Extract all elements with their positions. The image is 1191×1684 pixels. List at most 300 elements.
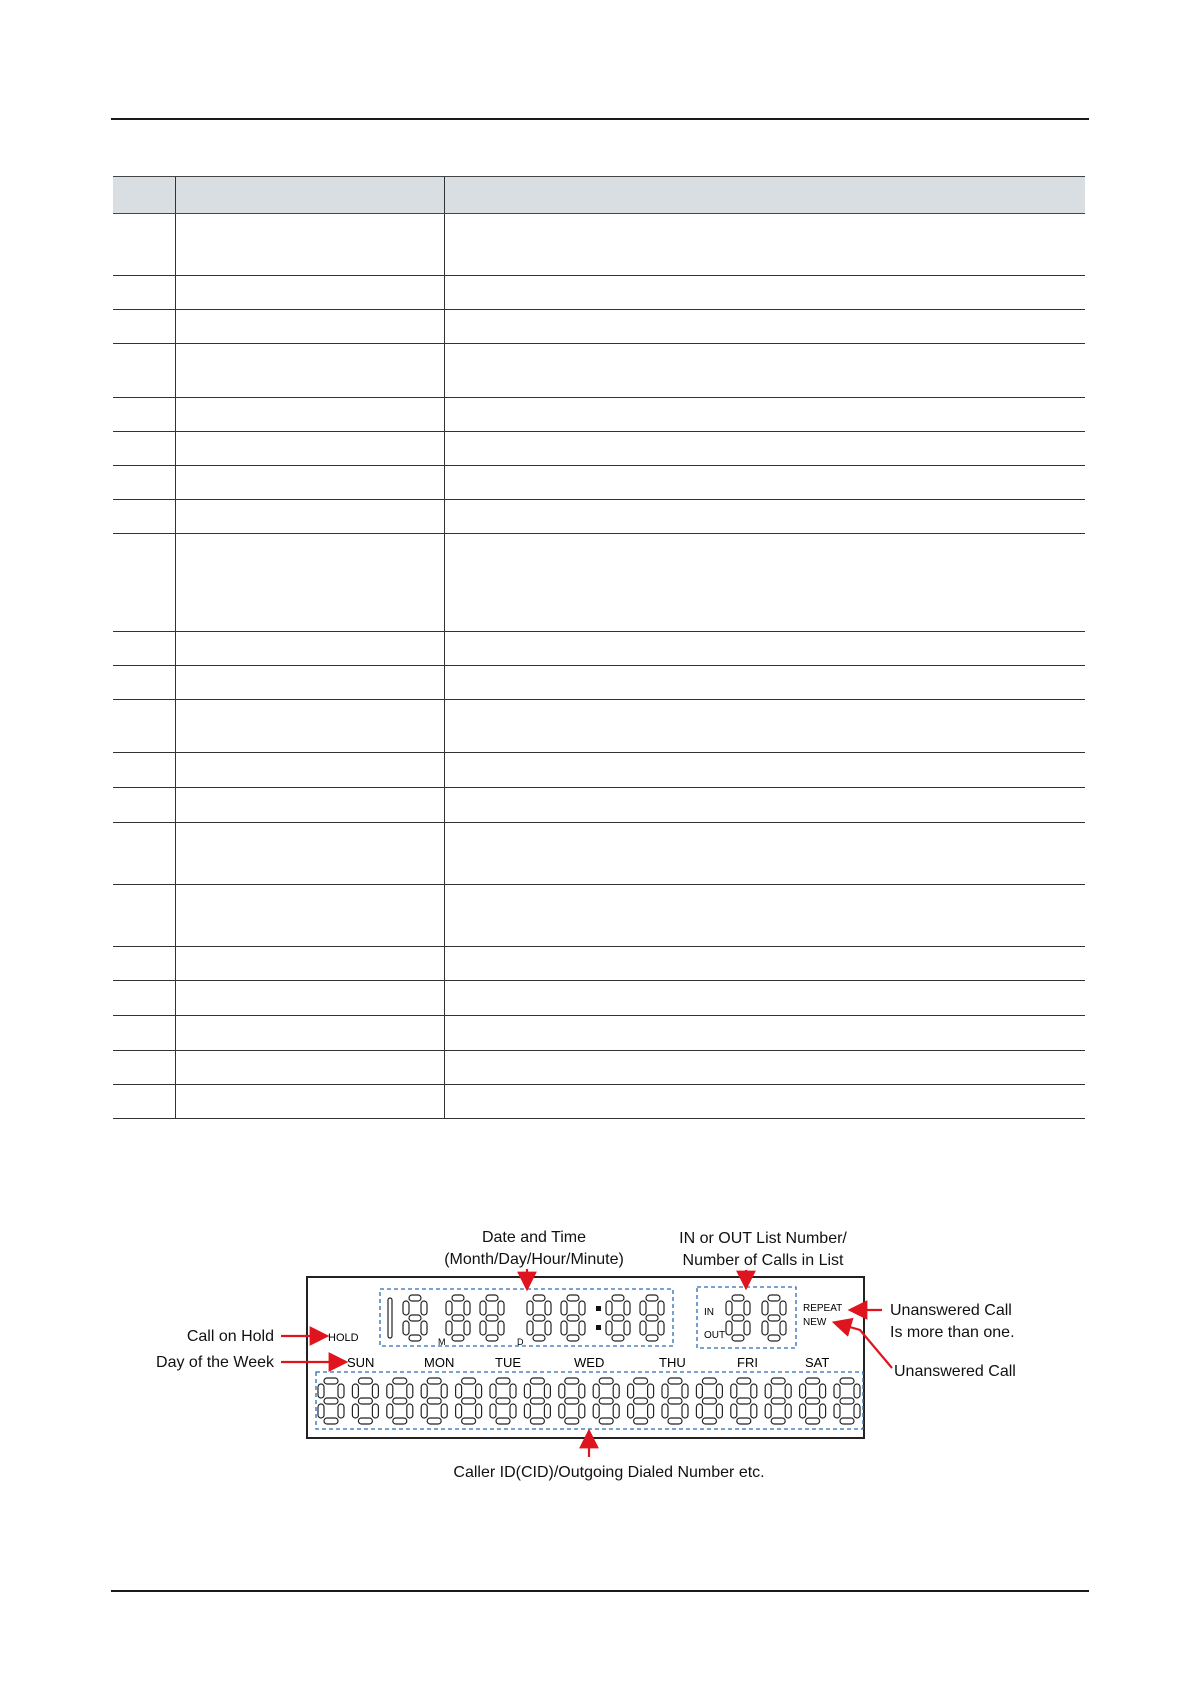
table-cell xyxy=(175,666,444,700)
table-cell xyxy=(444,632,1085,666)
table-row xyxy=(113,885,1085,947)
repeat-indicator: REPEAT xyxy=(803,1303,843,1314)
segment xyxy=(421,1321,427,1335)
table-cell xyxy=(113,276,175,310)
table-cell xyxy=(113,788,175,823)
table-cell xyxy=(175,981,444,1016)
seven-segment-digit xyxy=(387,1378,413,1424)
segment xyxy=(476,1384,482,1398)
segment xyxy=(393,1378,407,1384)
segment xyxy=(840,1398,854,1404)
segment xyxy=(648,1384,654,1398)
segment xyxy=(579,1301,585,1315)
table-cell xyxy=(113,885,175,947)
segment xyxy=(427,1398,441,1404)
segment xyxy=(737,1378,751,1384)
segment xyxy=(544,1384,550,1398)
leading-one-segment xyxy=(388,1298,392,1338)
table-row xyxy=(113,310,1085,344)
segment xyxy=(744,1301,750,1315)
segment xyxy=(544,1404,550,1418)
segment xyxy=(785,1384,791,1398)
table-cell xyxy=(113,632,175,666)
seven-segment-digit xyxy=(559,1378,585,1424)
segment xyxy=(716,1384,722,1398)
unanswered-repeat-callout-line1: Unanswered Call xyxy=(890,1302,1012,1319)
table-cell xyxy=(444,466,1085,500)
seven-segment-digit xyxy=(593,1378,619,1424)
segment xyxy=(409,1295,421,1301)
segment xyxy=(593,1404,599,1418)
caller-id-callout: Caller ID(CID)/Outgoing Dialed Number etc. xyxy=(453,1464,765,1481)
segment xyxy=(403,1321,409,1335)
table-cell xyxy=(175,344,444,398)
segment xyxy=(464,1321,470,1335)
segment xyxy=(559,1384,565,1398)
segment xyxy=(530,1418,544,1424)
table-cell xyxy=(175,500,444,534)
segment xyxy=(387,1404,393,1418)
table-cell xyxy=(175,823,444,885)
table-cell xyxy=(444,1016,1085,1051)
segment xyxy=(634,1378,648,1384)
segment xyxy=(524,1404,530,1418)
table-cell xyxy=(113,753,175,788)
segment xyxy=(612,1295,624,1301)
segment xyxy=(358,1398,372,1404)
table-cell xyxy=(113,310,175,344)
seven-segment-digit xyxy=(765,1378,791,1424)
table-row xyxy=(113,1051,1085,1085)
segment xyxy=(658,1301,664,1315)
table-cell xyxy=(175,466,444,500)
segment xyxy=(593,1384,599,1398)
segment xyxy=(682,1404,688,1418)
out-indicator: OUT xyxy=(704,1330,726,1341)
segment xyxy=(599,1378,613,1384)
segment xyxy=(480,1301,486,1315)
unanswered-new-callout: Unanswered Call xyxy=(894,1363,1016,1380)
segment xyxy=(567,1335,579,1341)
segment xyxy=(751,1404,757,1418)
date-time-callout-line2: (Month/Day/Hour/Minute) xyxy=(444,1251,624,1268)
table-cell xyxy=(113,700,175,753)
segment xyxy=(318,1384,324,1398)
table-cell xyxy=(444,823,1085,885)
segment xyxy=(496,1398,510,1404)
date-time-callout-line1: Date and Time xyxy=(481,1229,587,1246)
month-marker: M xyxy=(438,1337,446,1347)
day-label: FRI xyxy=(737,1355,758,1370)
segment xyxy=(533,1335,545,1341)
segment xyxy=(527,1321,533,1335)
segment xyxy=(559,1404,565,1418)
table-cell xyxy=(444,432,1085,466)
table-row xyxy=(113,1016,1085,1051)
table-row xyxy=(113,214,1085,276)
table-cell xyxy=(175,1016,444,1051)
new-indicator: NEW xyxy=(803,1317,827,1328)
segment xyxy=(452,1295,464,1301)
segment xyxy=(565,1398,579,1404)
list-number-callout-line2: Number of Calls in List xyxy=(682,1252,844,1269)
table-row xyxy=(113,398,1085,432)
segment xyxy=(840,1378,854,1384)
segment xyxy=(510,1384,516,1398)
segment xyxy=(768,1335,780,1341)
segment xyxy=(702,1418,716,1424)
segment xyxy=(567,1315,579,1321)
segment xyxy=(561,1301,567,1315)
segment xyxy=(510,1404,516,1418)
segment xyxy=(372,1384,378,1398)
segment xyxy=(545,1301,551,1315)
segment xyxy=(464,1301,470,1315)
table-cell xyxy=(444,500,1085,534)
segment xyxy=(565,1418,579,1424)
segment xyxy=(421,1384,427,1398)
segment xyxy=(393,1418,407,1424)
header-cell xyxy=(175,177,444,214)
table-cell xyxy=(113,466,175,500)
table-cell xyxy=(113,1051,175,1085)
segment xyxy=(646,1315,658,1321)
segment xyxy=(462,1398,476,1404)
table-cell xyxy=(113,947,175,981)
segment xyxy=(624,1301,630,1315)
segment xyxy=(530,1378,544,1384)
segment xyxy=(806,1398,820,1404)
segment xyxy=(324,1398,338,1404)
spec-table xyxy=(113,176,1085,1119)
table-cell xyxy=(175,398,444,432)
seven-segment-digit xyxy=(662,1378,688,1424)
table-row xyxy=(113,534,1085,632)
seven-segment-digit xyxy=(834,1378,860,1424)
call-on-hold-callout: Call on Hold xyxy=(186,1328,274,1345)
table-cell xyxy=(113,344,175,398)
table-row xyxy=(113,466,1085,500)
day-label: WED xyxy=(574,1355,605,1370)
segment xyxy=(732,1315,744,1321)
table-cell xyxy=(175,700,444,753)
day-of-week-callout: Day of the Week xyxy=(156,1354,274,1371)
table-cell xyxy=(444,788,1085,823)
segment xyxy=(486,1295,498,1301)
table-cell xyxy=(444,276,1085,310)
segment xyxy=(751,1384,757,1398)
segment xyxy=(446,1301,452,1315)
segment xyxy=(682,1384,688,1398)
table-cell xyxy=(175,276,444,310)
segment xyxy=(372,1404,378,1418)
seven-segment-digit xyxy=(446,1295,470,1341)
segment xyxy=(646,1335,658,1341)
day-label: THU xyxy=(659,1355,686,1370)
segment xyxy=(496,1378,510,1384)
segment xyxy=(624,1321,630,1335)
segment xyxy=(403,1301,409,1315)
seven-segment-digit xyxy=(524,1378,550,1424)
segment xyxy=(427,1378,441,1384)
table-cell xyxy=(444,947,1085,981)
day-of-week-labels xyxy=(347,1355,829,1370)
segment xyxy=(545,1321,551,1335)
seven-segment-digit xyxy=(731,1378,757,1424)
segment xyxy=(662,1384,668,1398)
seven-segment-digit xyxy=(696,1378,722,1424)
table-cell xyxy=(175,788,444,823)
table-cell xyxy=(175,632,444,666)
segment xyxy=(613,1404,619,1418)
table-row xyxy=(113,632,1085,666)
segment xyxy=(456,1404,462,1418)
table-cell xyxy=(175,310,444,344)
seven-segment-digit xyxy=(490,1378,516,1424)
segment xyxy=(634,1398,648,1404)
table-row xyxy=(113,1085,1085,1119)
segment xyxy=(806,1378,820,1384)
segment xyxy=(533,1315,545,1321)
segment xyxy=(800,1384,806,1398)
table-row xyxy=(113,666,1085,700)
lcd-figure xyxy=(0,1210,1191,1490)
segment xyxy=(668,1378,682,1384)
seven-segment-digit xyxy=(762,1295,786,1341)
segment xyxy=(599,1418,613,1424)
table-cell xyxy=(444,534,1085,632)
segment xyxy=(565,1378,579,1384)
segment xyxy=(765,1384,771,1398)
seven-segment-digit xyxy=(318,1378,344,1424)
segment xyxy=(780,1321,786,1335)
table-cell xyxy=(175,214,444,276)
segment xyxy=(496,1418,510,1424)
table-cell xyxy=(444,700,1085,753)
header-rule xyxy=(111,118,1089,120)
segment xyxy=(324,1418,338,1424)
segment xyxy=(490,1404,496,1418)
segment xyxy=(527,1301,533,1315)
unanswered-repeat-callout-line2: Is more than one. xyxy=(890,1324,1015,1341)
segment xyxy=(612,1335,624,1341)
segment xyxy=(854,1384,860,1398)
segment xyxy=(628,1404,634,1418)
segment xyxy=(606,1321,612,1335)
segment xyxy=(834,1404,840,1418)
segment xyxy=(768,1295,780,1301)
table-cell xyxy=(444,310,1085,344)
segment xyxy=(768,1315,780,1321)
segment xyxy=(490,1384,496,1398)
table-cell xyxy=(175,534,444,632)
segment xyxy=(498,1321,504,1335)
table-cell xyxy=(175,947,444,981)
table-cell xyxy=(113,823,175,885)
day-label: SUN xyxy=(347,1355,375,1370)
segment xyxy=(486,1315,498,1321)
table-row xyxy=(113,823,1085,885)
segment xyxy=(820,1384,826,1398)
segment xyxy=(854,1404,860,1418)
segment xyxy=(524,1384,530,1398)
segment xyxy=(668,1398,682,1404)
segment xyxy=(338,1404,344,1418)
segment xyxy=(771,1398,785,1404)
segment xyxy=(462,1418,476,1424)
segment xyxy=(762,1321,768,1335)
seven-segment-digit xyxy=(403,1295,427,1341)
segment xyxy=(358,1378,372,1384)
day-label: MON xyxy=(424,1355,455,1370)
segment xyxy=(765,1404,771,1418)
segment xyxy=(452,1315,464,1321)
table-cell xyxy=(444,1051,1085,1085)
segment xyxy=(806,1418,820,1424)
segment xyxy=(840,1418,854,1424)
segment xyxy=(716,1404,722,1418)
table-cell xyxy=(444,753,1085,788)
table-cell xyxy=(444,885,1085,947)
table-cell xyxy=(113,534,175,632)
segment xyxy=(780,1301,786,1315)
segment xyxy=(731,1384,737,1398)
header-cell xyxy=(444,177,1085,214)
table-row xyxy=(113,788,1085,823)
segment xyxy=(646,1295,658,1301)
seven-segment-digit xyxy=(800,1378,826,1424)
segment xyxy=(393,1398,407,1404)
segment xyxy=(662,1404,668,1418)
segment xyxy=(456,1384,462,1398)
segment xyxy=(737,1398,751,1404)
seven-segment-digit xyxy=(640,1295,664,1341)
segment xyxy=(567,1295,579,1301)
footer-rule xyxy=(111,1590,1089,1592)
colon-dot xyxy=(596,1325,601,1330)
list-number-callout-line1: IN or OUT List Number/ xyxy=(679,1230,847,1247)
segment xyxy=(599,1398,613,1404)
table-cell xyxy=(175,1085,444,1119)
segment xyxy=(726,1301,732,1315)
table-row xyxy=(113,700,1085,753)
hold-indicator: HOLD xyxy=(328,1332,359,1344)
segment xyxy=(834,1384,840,1398)
table-cell xyxy=(444,1085,1085,1119)
seven-segment-digit xyxy=(606,1295,630,1341)
table-cell xyxy=(113,1085,175,1119)
segment xyxy=(338,1384,344,1398)
table-body xyxy=(113,214,1085,1119)
table-row xyxy=(113,276,1085,310)
table-cell xyxy=(175,432,444,466)
segment xyxy=(352,1384,358,1398)
table-cell xyxy=(113,1016,175,1051)
segment xyxy=(407,1404,413,1418)
day-marker: D xyxy=(517,1337,524,1347)
seven-segment-digit xyxy=(421,1378,447,1424)
segment xyxy=(696,1384,702,1398)
segment xyxy=(421,1404,427,1418)
segment xyxy=(441,1384,447,1398)
segment xyxy=(732,1335,744,1341)
table-cell xyxy=(113,666,175,700)
segment xyxy=(726,1321,732,1335)
segment xyxy=(744,1321,750,1335)
colon-dot xyxy=(596,1306,601,1311)
seven-segment-digit xyxy=(527,1295,551,1341)
segment xyxy=(820,1404,826,1418)
caller-id-box xyxy=(316,1372,863,1429)
table-cell xyxy=(113,214,175,276)
segment xyxy=(530,1398,544,1404)
segment xyxy=(800,1404,806,1418)
table-row xyxy=(113,947,1085,981)
segment xyxy=(533,1295,545,1301)
segment xyxy=(446,1321,452,1335)
seven-segment-digit xyxy=(480,1295,504,1341)
table-row xyxy=(113,753,1085,788)
segment xyxy=(648,1404,654,1418)
segment xyxy=(640,1321,646,1335)
segment xyxy=(640,1301,646,1315)
table-row xyxy=(113,344,1085,398)
segment xyxy=(579,1321,585,1335)
segment xyxy=(696,1404,702,1418)
segment xyxy=(606,1301,612,1315)
segment xyxy=(486,1335,498,1341)
segment xyxy=(702,1378,716,1384)
table-row xyxy=(113,981,1085,1016)
segment xyxy=(771,1378,785,1384)
segment xyxy=(324,1378,338,1384)
header-cell xyxy=(113,177,175,214)
segment xyxy=(628,1384,634,1398)
table-cell xyxy=(175,753,444,788)
segment xyxy=(668,1418,682,1424)
segment xyxy=(579,1384,585,1398)
seven-segment-digit xyxy=(352,1378,378,1424)
table-cell xyxy=(444,344,1085,398)
list-number-digits xyxy=(726,1295,786,1341)
segment xyxy=(785,1404,791,1418)
segment xyxy=(318,1404,324,1418)
segment xyxy=(731,1404,737,1418)
table-cell xyxy=(113,398,175,432)
segment xyxy=(762,1301,768,1315)
segment xyxy=(409,1335,421,1341)
day-label: TUE xyxy=(495,1355,521,1370)
table-cell xyxy=(113,432,175,466)
segment xyxy=(737,1418,751,1424)
segment xyxy=(462,1378,476,1384)
table-cell xyxy=(175,1051,444,1085)
segment xyxy=(476,1404,482,1418)
segment xyxy=(421,1301,427,1315)
segment xyxy=(579,1404,585,1418)
segment xyxy=(387,1384,393,1398)
segment xyxy=(732,1295,744,1301)
table-row xyxy=(113,500,1085,534)
segment xyxy=(427,1418,441,1424)
segment xyxy=(498,1301,504,1315)
segment xyxy=(613,1384,619,1398)
table-cell xyxy=(444,666,1085,700)
segment xyxy=(702,1398,716,1404)
table-header-row xyxy=(113,177,1085,214)
seven-segment-digit xyxy=(726,1295,750,1341)
segment xyxy=(771,1418,785,1424)
